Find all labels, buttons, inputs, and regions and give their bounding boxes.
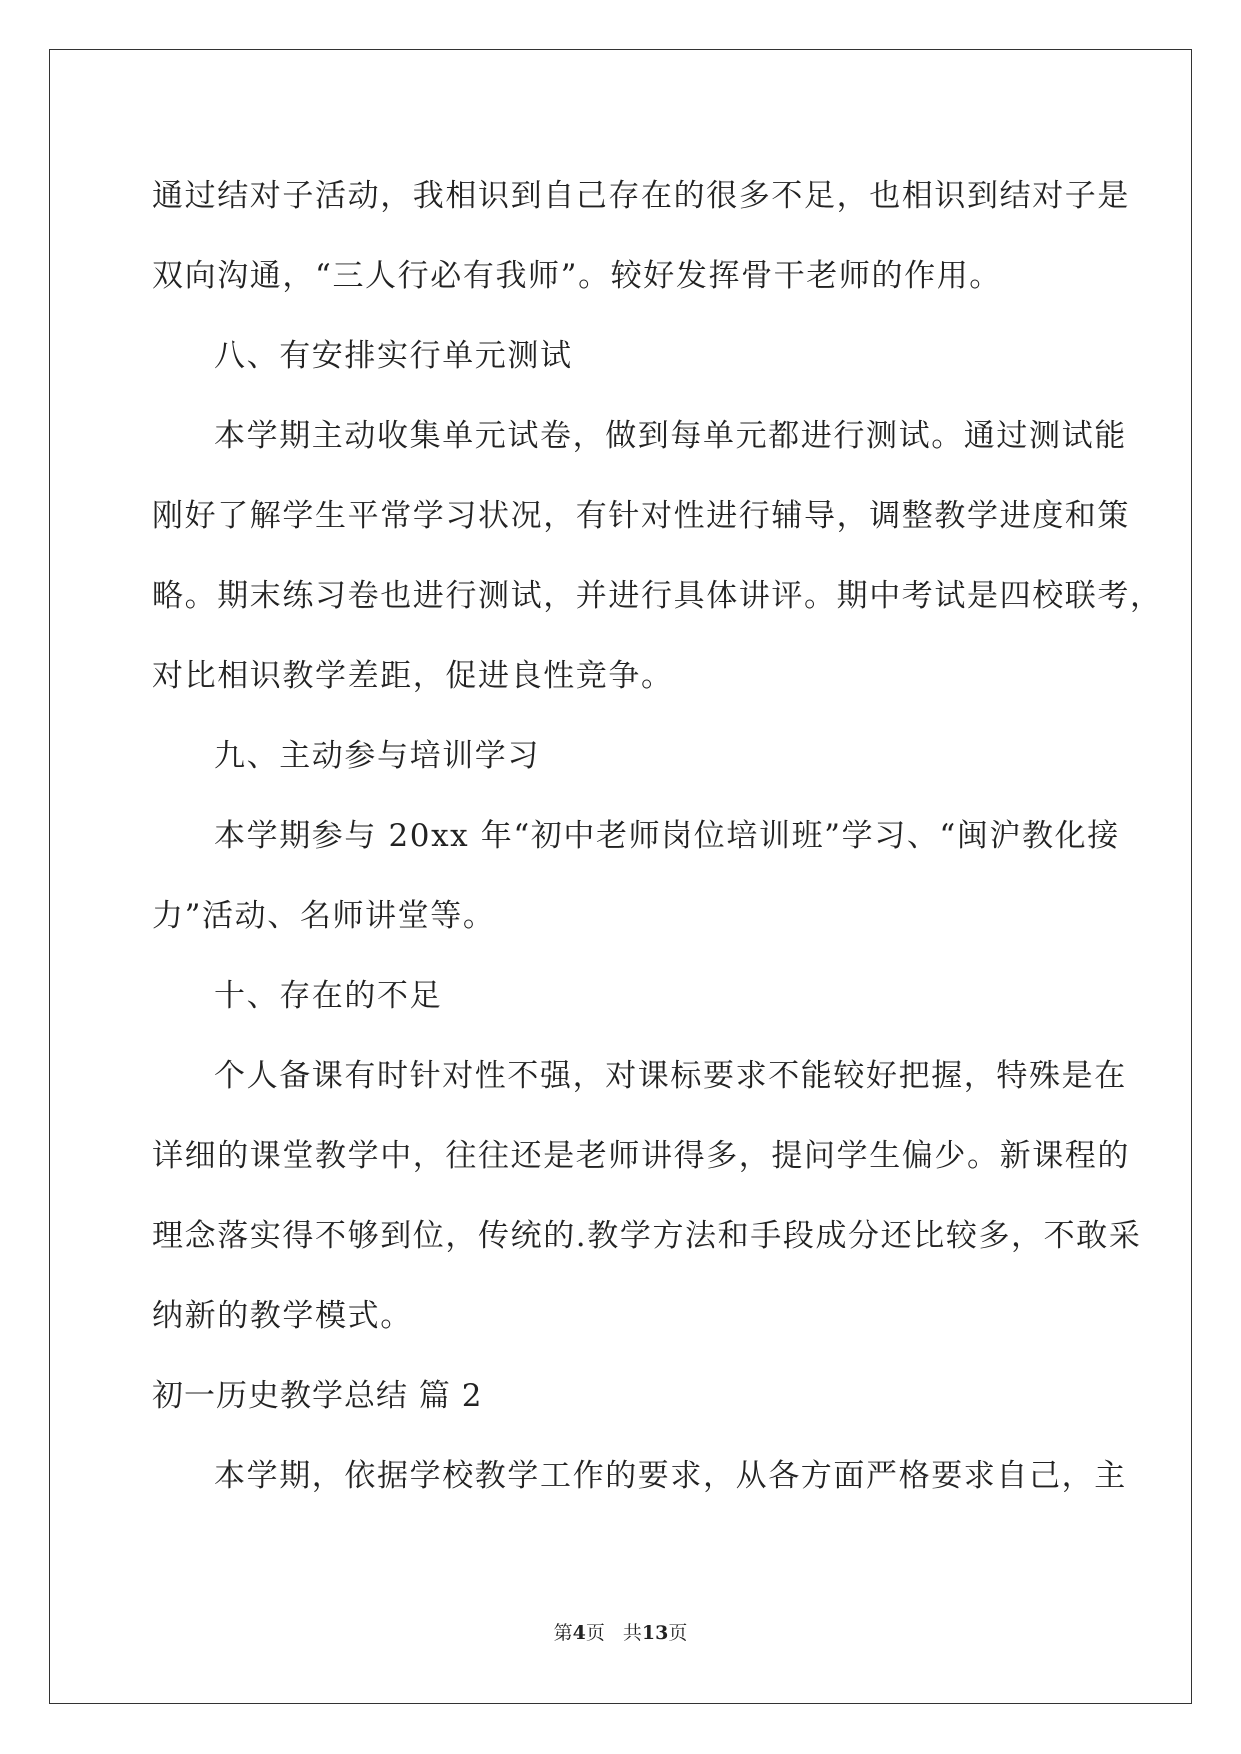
text-line: 八、有安排实行单元测试 <box>214 338 573 374</box>
paragraph <box>152 1436 1127 1516</box>
text-line: 力”活动、名师讲堂等。 <box>152 898 496 934</box>
paragraph <box>152 1036 1142 1356</box>
paragraph <box>152 796 1120 956</box>
text-line: 个人备课有时针对性不强，对课标要求不能较好把握，特殊是在 <box>214 1058 1127 1094</box>
text-line: 本学期参与 20xx 年“初中老师岗位培训班”学习、“闽沪教化接 <box>214 818 1120 854</box>
section-heading <box>152 716 1097 796</box>
text-line: 刚好了解学生平常学习状况，有针对性进行辅导，调整教学进度和策 <box>152 498 1130 534</box>
text-line: 本学期主动收集单元试卷，做到每单元都进行测试。通过测试能 <box>214 418 1127 454</box>
text-line: 详细的课堂教学中，往往还是老师讲得多，提问学生偏少。新课程的 <box>152 1138 1130 1174</box>
text-line: 略。期末练习卷也进行测试，并进行具体讲评。期中考试是四校联考， <box>152 578 1163 614</box>
text-line: 对比相识教学差距，促进良性竞争。 <box>152 658 674 694</box>
text-line: 初一历史教学总结 篇 2 <box>152 1378 483 1414</box>
text-line: 本学期，依据学校教学工作的要求，从各方面严格要求自己，主 <box>214 1458 1127 1494</box>
total-page-count: 13 <box>641 1622 669 1644</box>
text-line: 纳新的教学模式。 <box>152 1298 413 1334</box>
page-footer <box>0 1618 1241 1645</box>
text-line: 双向沟通，“三人行必有我师”。较好发挥骨干老师的作用。 <box>152 258 1002 294</box>
section-heading <box>152 316 1097 396</box>
text-line: 九、主动参与培训学习 <box>214 738 540 774</box>
text-line: 通过结对子活动，我相识到自己存在的很多不足，也相识到结对子是 <box>152 178 1130 214</box>
total-label-unit: 页 <box>668 1622 688 1644</box>
total-label-prefix: 共 <box>622 1622 642 1644</box>
section-heading <box>152 956 1097 1036</box>
paragraph <box>152 396 1163 716</box>
text-line: 理念落实得不够到位，传统的.教学方法和手段成分还比较多，不敢采 <box>152 1218 1142 1254</box>
page-label-unit: 页 <box>585 1622 605 1644</box>
paragraph <box>152 156 1130 316</box>
text-line: 十、存在的不足 <box>214 978 443 1014</box>
page-label-prefix: 第 <box>553 1622 573 1644</box>
document-body <box>152 156 1163 1516</box>
article-title <box>152 1356 1097 1436</box>
current-page-number: 4 <box>572 1622 586 1644</box>
